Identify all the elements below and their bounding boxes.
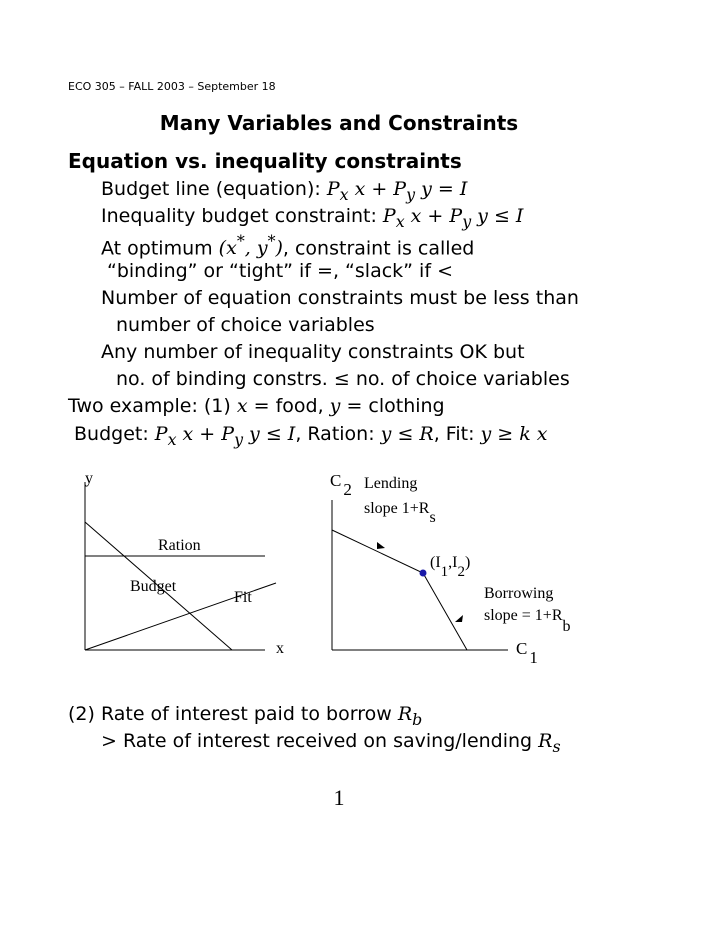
text-line <box>101 232 474 259</box>
endowment-point <box>420 570 427 577</box>
line-text: , “slack” if <box>332 260 438 282</box>
line-text: Rate of interest received on saving/lending <box>116 730 539 752</box>
constraint-diagram <box>60 462 320 672</box>
text-line <box>101 178 467 204</box>
lending-arrow <box>377 542 385 549</box>
fit-label: Fit <box>234 589 252 606</box>
c1-label: C 1 <box>516 639 538 667</box>
text-line: Number of equation constraints must be less than <box>101 287 579 309</box>
line-text: food, <box>269 395 330 417</box>
line-text: , Fit: <box>433 423 481 445</box>
section-heading: Equation vs. inequality constraints <box>68 149 462 173</box>
text-line: number of choice variables <box>116 314 375 336</box>
text-line <box>107 260 453 282</box>
math-symbol: ≤ <box>333 368 350 390</box>
borrowing-label: Borrowing <box>484 585 554 602</box>
line-text: At optimum <box>101 237 219 260</box>
line-text: no. of choice variables <box>349 368 570 390</box>
math-symbol: > <box>101 730 117 752</box>
line-text: no. of binding constrs. <box>116 368 334 390</box>
line-text: , constraint is called <box>282 237 475 260</box>
page-title: Many Variables and Constraints <box>159 111 519 135</box>
lending-slope-label: slope 1+Rs <box>364 500 436 526</box>
page-header: ECO 305 – FALL 2003 – September 18 <box>68 80 276 93</box>
math-expression: y ≤ R <box>380 423 434 445</box>
x-axis-label: x <box>276 640 284 657</box>
line-text: Budget line (equation): <box>101 178 327 200</box>
math-expression: y = <box>329 395 363 417</box>
lending-label: Lending <box>364 475 418 492</box>
borrowing-arrow <box>455 615 463 622</box>
math-expression: (x*, y*) <box>218 232 283 260</box>
line-text: Inequality budget constraint: <box>101 205 383 227</box>
y-axis-label: y <box>85 470 93 487</box>
ration-label: Ration <box>158 537 201 554</box>
math-expression: $R_s$ <box>538 730 561 756</box>
line-text: “binding” or “tight” if <box>107 260 318 282</box>
budget-kinked-line <box>332 530 467 650</box>
budget-label: Budget <box>130 578 177 595</box>
text-line <box>116 368 570 390</box>
line-text: , Ration: <box>295 423 381 445</box>
text-line: Any number of inequality constraints OK but <box>101 341 525 363</box>
text-line <box>101 205 523 231</box>
text-line <box>68 395 445 417</box>
borrowing-slope-label: slope = 1+Rb <box>484 607 571 635</box>
line-text: clothing <box>362 395 445 417</box>
math-expression: y ≥ k x <box>480 423 548 445</box>
text-line <box>74 423 548 449</box>
text-line <box>68 703 422 729</box>
c2-label: C 2 <box>330 471 352 499</box>
line-text: (2) Rate of interest paid to borrow <box>68 703 398 725</box>
line-text: Two example: (1) <box>68 395 237 417</box>
math-expression: $P_x$ $x + P_y$ y = I <box>326 178 468 204</box>
math-expression: $R_b$ <box>397 703 423 729</box>
math-symbol: < <box>437 260 453 282</box>
page-number: 1 <box>333 785 345 810</box>
math-expression: $P_x$ $x + P_y$ y ≤ I <box>382 205 524 231</box>
line-text: Budget: <box>74 423 155 445</box>
endowment-label: (I1,I2) <box>430 554 471 580</box>
math-expression: $P_x$ $x + P_y$ y ≤ I <box>154 423 296 449</box>
math-expression: x = <box>236 395 270 417</box>
borrowing-lending-diagram <box>320 462 620 677</box>
math-symbol: = <box>317 260 333 282</box>
text-line <box>101 730 561 756</box>
